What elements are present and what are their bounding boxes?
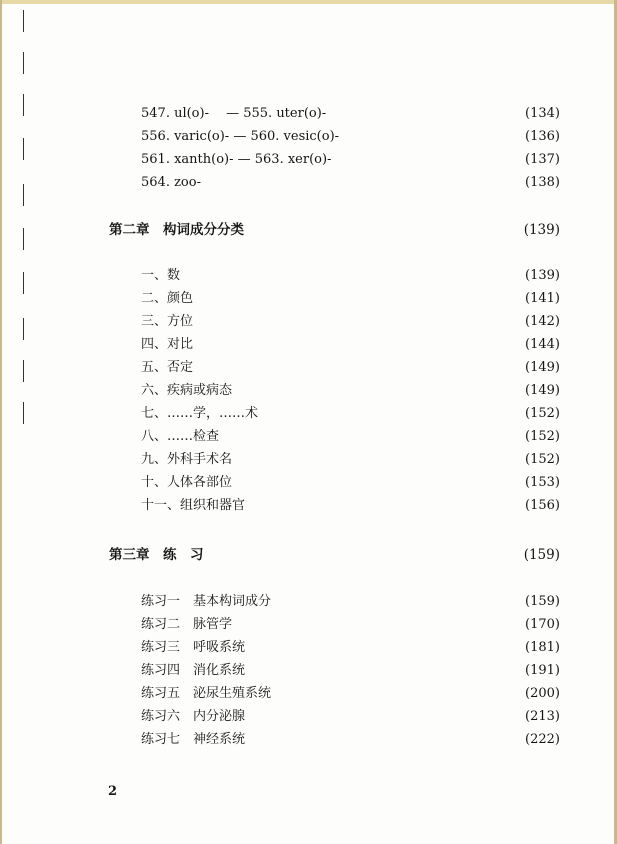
dot-leader: [195, 289, 523, 309]
margin-tick: [23, 184, 24, 206]
dot-leader: [247, 496, 523, 516]
toc-entry: [141, 289, 560, 309]
dot-leader: [260, 404, 523, 424]
dot-leader: [203, 173, 523, 193]
chapter-title: 第三章 练 习: [109, 547, 204, 563]
toc-entry: [141, 127, 560, 147]
dot-leader: [234, 473, 523, 493]
entry-label: 十一、组织和器官: [141, 498, 246, 513]
dot-leader: [341, 127, 523, 147]
entry-label: 六、疾病或病态: [141, 383, 233, 398]
entry-label: 九、外科手术名: [141, 452, 233, 467]
margin-tick: [23, 228, 24, 250]
entry-label: 二、颜色: [141, 291, 194, 306]
entry-label: 三、方位: [141, 314, 194, 329]
entry-label: 一、数: [141, 268, 181, 283]
entry-label: 练习七 神经系统: [141, 732, 246, 747]
entry-page-number: (144): [525, 337, 560, 352]
entry-page-number: (213): [525, 709, 560, 724]
entry-page-number: (134): [525, 106, 560, 121]
dot-leader: [247, 707, 523, 727]
entry-page-number: (152): [525, 406, 560, 421]
toc-entry: [141, 427, 560, 447]
dot-leader: [247, 661, 523, 681]
dot-leader: [195, 312, 523, 332]
toc-entry: [141, 638, 560, 658]
entry-page-number: (153): [525, 475, 560, 490]
entry-label: 练习四 消化系统: [141, 663, 246, 678]
entry-label: 七、……学，……术: [141, 406, 259, 421]
dot-leader: [246, 220, 522, 240]
toc-entry: [141, 473, 560, 493]
dot-leader: [247, 730, 523, 750]
entry-page-number: (142): [525, 314, 560, 329]
toc-entry: [141, 266, 560, 286]
margin-tick: [23, 138, 24, 160]
margin-tick: [23, 318, 24, 340]
entry-page-number: (149): [525, 360, 560, 375]
toc-entry: [141, 173, 560, 193]
entry-page-number: (159): [525, 594, 560, 609]
toc-entry: [141, 592, 560, 612]
toc-entry: [141, 684, 560, 704]
dot-leader: [206, 545, 522, 565]
margin-tick: [23, 52, 24, 74]
entry-page-number: (136): [525, 129, 560, 144]
toc-entry: [141, 312, 560, 332]
dot-leader: [195, 335, 523, 355]
toc-entry: [141, 496, 560, 516]
dot-leader: [247, 638, 523, 658]
toc-entry: [141, 450, 560, 470]
entry-label: 练习二 脉管学: [141, 617, 233, 632]
entry-page-number: (139): [523, 222, 560, 238]
dot-leader: [234, 381, 523, 401]
toc-entry: [141, 335, 560, 355]
dot-leader: [195, 358, 523, 378]
entry-label: 练习三 呼吸系统: [141, 640, 246, 655]
entry-page-number: (149): [525, 383, 560, 398]
entry-page-number: (222): [525, 732, 560, 747]
chapter-heading: [109, 220, 560, 240]
margin-tick: [23, 360, 24, 382]
entry-label: 十、人体各部位: [141, 475, 233, 490]
entry-label: 547. ul(o)- — 555. uter(o)-: [141, 106, 327, 121]
entry-page-number: (137): [525, 152, 560, 167]
page-top-edge: [0, 0, 617, 4]
toc-entry: [141, 404, 560, 424]
toc-entry: [141, 358, 560, 378]
margin-tick: [23, 10, 24, 32]
toc-entry: [141, 730, 560, 750]
dot-leader: [333, 150, 523, 170]
toc-entry: [141, 615, 560, 635]
dot-leader: [234, 450, 523, 470]
dot-leader: [273, 684, 523, 704]
chapter-title: 第二章 构词成分分类: [109, 222, 244, 238]
entry-label: 五、否定: [141, 360, 194, 375]
entry-label: 四、对比: [141, 337, 194, 352]
entry-page-number: (181): [525, 640, 560, 655]
margin-tick: [23, 94, 24, 116]
toc-entry: [141, 104, 560, 124]
entry-page-number: (159): [523, 547, 560, 563]
dot-leader: [273, 592, 523, 612]
entry-page-number: (141): [525, 291, 560, 306]
entry-label: 练习六 内分泌腺: [141, 709, 246, 724]
page-left-edge: [0, 0, 2, 844]
entry-label: 八、……检查: [141, 429, 220, 444]
chapter-heading: [109, 545, 560, 565]
dot-leader: [182, 266, 523, 286]
entry-label: 练习五 泌尿生殖系统: [141, 686, 272, 701]
toc-entry: [141, 150, 560, 170]
toc-entry: [141, 661, 560, 681]
entry-label: 561. xanth(o)- — 563. xer(o)-: [141, 152, 332, 167]
page-number: 2: [108, 784, 118, 799]
dot-leader: [328, 104, 523, 124]
entry-label: 564. zoo-: [141, 175, 201, 190]
margin-tick: [23, 402, 24, 424]
entry-page-number: (200): [525, 686, 560, 701]
entry-page-number: (156): [525, 498, 560, 513]
entry-page-number: (170): [525, 617, 560, 632]
dot-leader: [234, 615, 523, 635]
margin-tick: [23, 272, 24, 294]
entry-label: 556. varic(o)- — 560. vesic(o)-: [141, 129, 340, 144]
dot-leader: [221, 427, 523, 447]
toc-entry: [141, 381, 560, 401]
entry-page-number: (138): [525, 175, 560, 190]
entry-page-number: (139): [525, 268, 560, 283]
toc-entry: [141, 707, 560, 727]
entry-page-number: (191): [525, 663, 560, 678]
entry-label: 练习一 基本构词成分: [141, 594, 272, 609]
entry-page-number: (152): [525, 452, 560, 467]
entry-page-number: (152): [525, 429, 560, 444]
